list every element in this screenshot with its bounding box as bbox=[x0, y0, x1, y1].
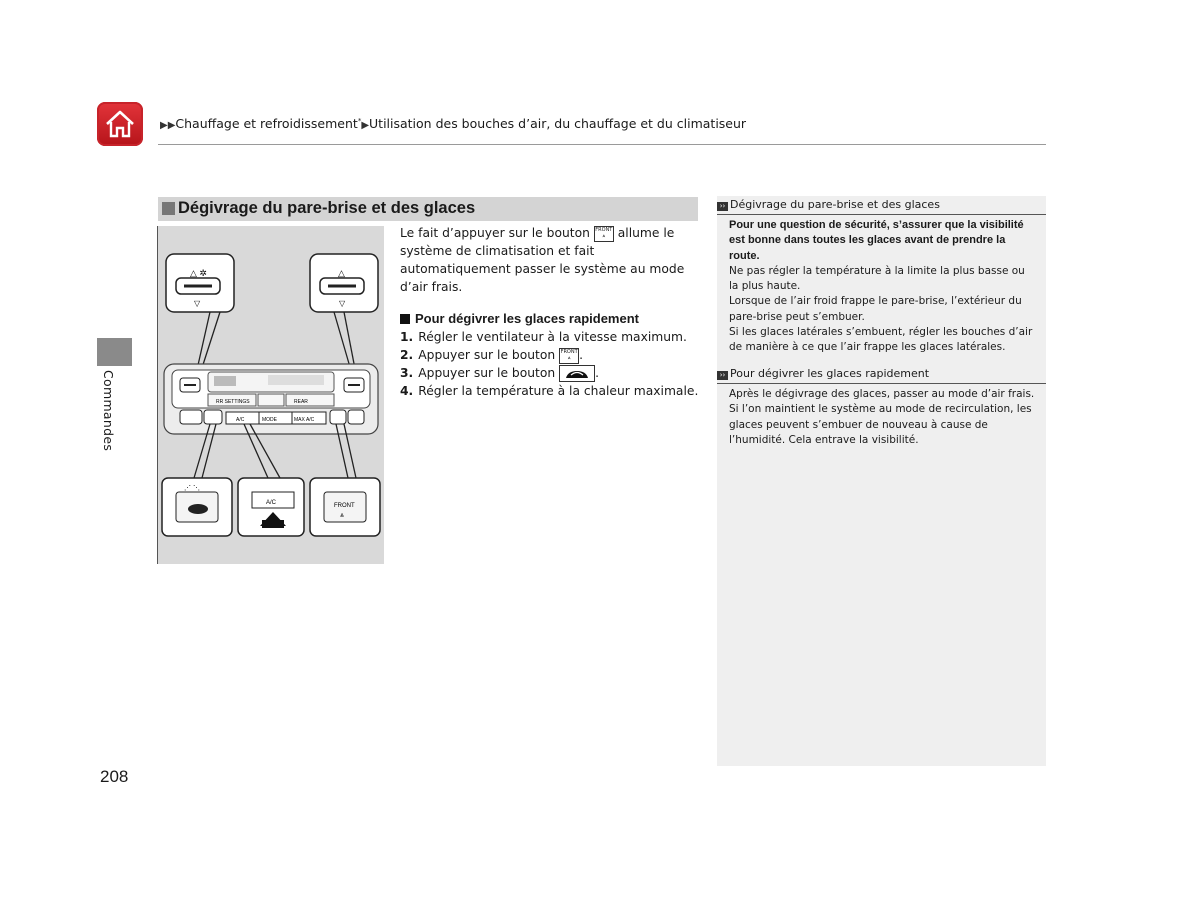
note-2-paragraph-1: Après le dégivrage des glaces, passer au mode d’air frais. bbox=[729, 388, 1035, 400]
note-2-paragraph-2: Si l’on maintient le système au mode de recirculation, les glaces peuvent s’embuer de nouveau à cause de l’humidité. Cela entrave la visibilité. bbox=[729, 403, 1032, 446]
temperature-knob-right-illustration bbox=[310, 254, 378, 312]
note-heading-1: ›› Dégivrage du pare-brise et des glaces bbox=[717, 198, 1046, 215]
reference-icon: ›› bbox=[717, 202, 728, 211]
climate-control-illustration bbox=[158, 226, 384, 564]
step-4: 4. Régler la température à la chaleur maximale. bbox=[400, 384, 699, 398]
step-3: 3. Appuyer sur le bouton . bbox=[400, 366, 600, 380]
note-1-paragraph-1: Ne pas régler la température à la limite la plus basse ou la plus haute. bbox=[729, 264, 1025, 293]
breadcrumb-mark: * bbox=[357, 116, 362, 125]
page-number: 208 bbox=[100, 767, 129, 786]
section-marker-icon bbox=[162, 202, 175, 215]
front-defrost-icon: FRONT ⩓ bbox=[559, 348, 579, 364]
temperature-knob-left-illustration bbox=[166, 254, 234, 312]
front-defrost-callout bbox=[310, 478, 380, 536]
step-2: 2. Appuyer sur le bouton FRONT ⩓ . bbox=[400, 348, 584, 362]
step-1: 1. Régler le ventilateur à la vitesse maximum. bbox=[400, 330, 687, 344]
subheading: Pour dégivrer les glaces rapidement bbox=[400, 310, 700, 328]
breadcrumb: ▶▶Chauffage et refroidissement*▶Utilisation des bouches d’air, du chauffage et du climatiseur bbox=[160, 116, 747, 131]
intro-text-before: Le fait d’appuyer sur le bouton bbox=[400, 226, 590, 240]
max-ac-label: MAX A/C bbox=[294, 417, 315, 423]
home-button[interactable] bbox=[97, 102, 143, 146]
svg-text:▽: ▽ bbox=[339, 299, 346, 308]
svg-text:⩓: ⩓ bbox=[340, 512, 344, 519]
ac-callout bbox=[238, 478, 304, 536]
note-1-paragraph-2: Lorsque de l’air froid frappe le pare-brise, l’extérieur du pare-brise peut s’embuer. bbox=[729, 295, 1022, 323]
side-tab[interactable] bbox=[97, 338, 132, 366]
ac-panel-label: A/C bbox=[236, 417, 245, 423]
svg-text:△ ✲: △ ✲ bbox=[190, 268, 207, 278]
front-defrost-icon: FRONT ⩓ bbox=[594, 226, 614, 242]
home-icon bbox=[103, 107, 137, 141]
header-rule bbox=[158, 144, 1046, 145]
climate-panel-illustration bbox=[164, 364, 378, 434]
note-1-paragraph-3: Si les glaces latérales s’embuent, régler les bouches d’air de manière à ce que l’air frappe les glaces latérales. bbox=[729, 326, 1033, 354]
side-tab-label: Commandes bbox=[101, 370, 116, 452]
rear-label: REAR bbox=[294, 399, 308, 405]
section-title bbox=[158, 197, 698, 221]
notes-column bbox=[717, 196, 1046, 766]
section-title-text: Dégivrage du pare-brise et des glaces bbox=[178, 199, 476, 217]
breadcrumb-link-chauffage[interactable]: Chauffage et refroidissement bbox=[175, 116, 358, 131]
mode-label: MODE bbox=[262, 417, 277, 423]
note-body-2 bbox=[729, 387, 1037, 448]
svg-text:⋰ ⋱: ⋰ ⋱ bbox=[184, 485, 200, 492]
svg-text:▽: ▽ bbox=[194, 299, 201, 308]
intro-paragraph bbox=[400, 224, 700, 296]
ac-callout-label: A/C bbox=[266, 500, 277, 506]
breadcrumb-link-utilisation[interactable]: Utilisation des bouches d’air, du chauffage et du climatiseur bbox=[369, 116, 747, 131]
front-callout-label: FRONT bbox=[334, 503, 355, 509]
recirculation-icon bbox=[559, 365, 595, 382]
steps-list bbox=[400, 328, 700, 400]
rr-settings-label: RR SETTINGS bbox=[216, 399, 250, 405]
note-heading-2: ›› Pour dégivrer les glaces rapidement bbox=[717, 367, 1046, 384]
safety-note: Pour une question de sécurité, s’assurer que la visibilité est bonne dans toutes les glaces avant de prendre la route. bbox=[729, 219, 1024, 262]
note-body-1 bbox=[729, 218, 1037, 356]
svg-text:△: △ bbox=[338, 268, 345, 278]
body-text bbox=[400, 224, 700, 400]
recirculation-callout bbox=[162, 478, 232, 536]
reference-icon: ›› bbox=[717, 371, 728, 380]
intro-text-after: allume le système de climatisation et fait automatiquement passer le système au mode d’air frais. bbox=[400, 226, 685, 294]
